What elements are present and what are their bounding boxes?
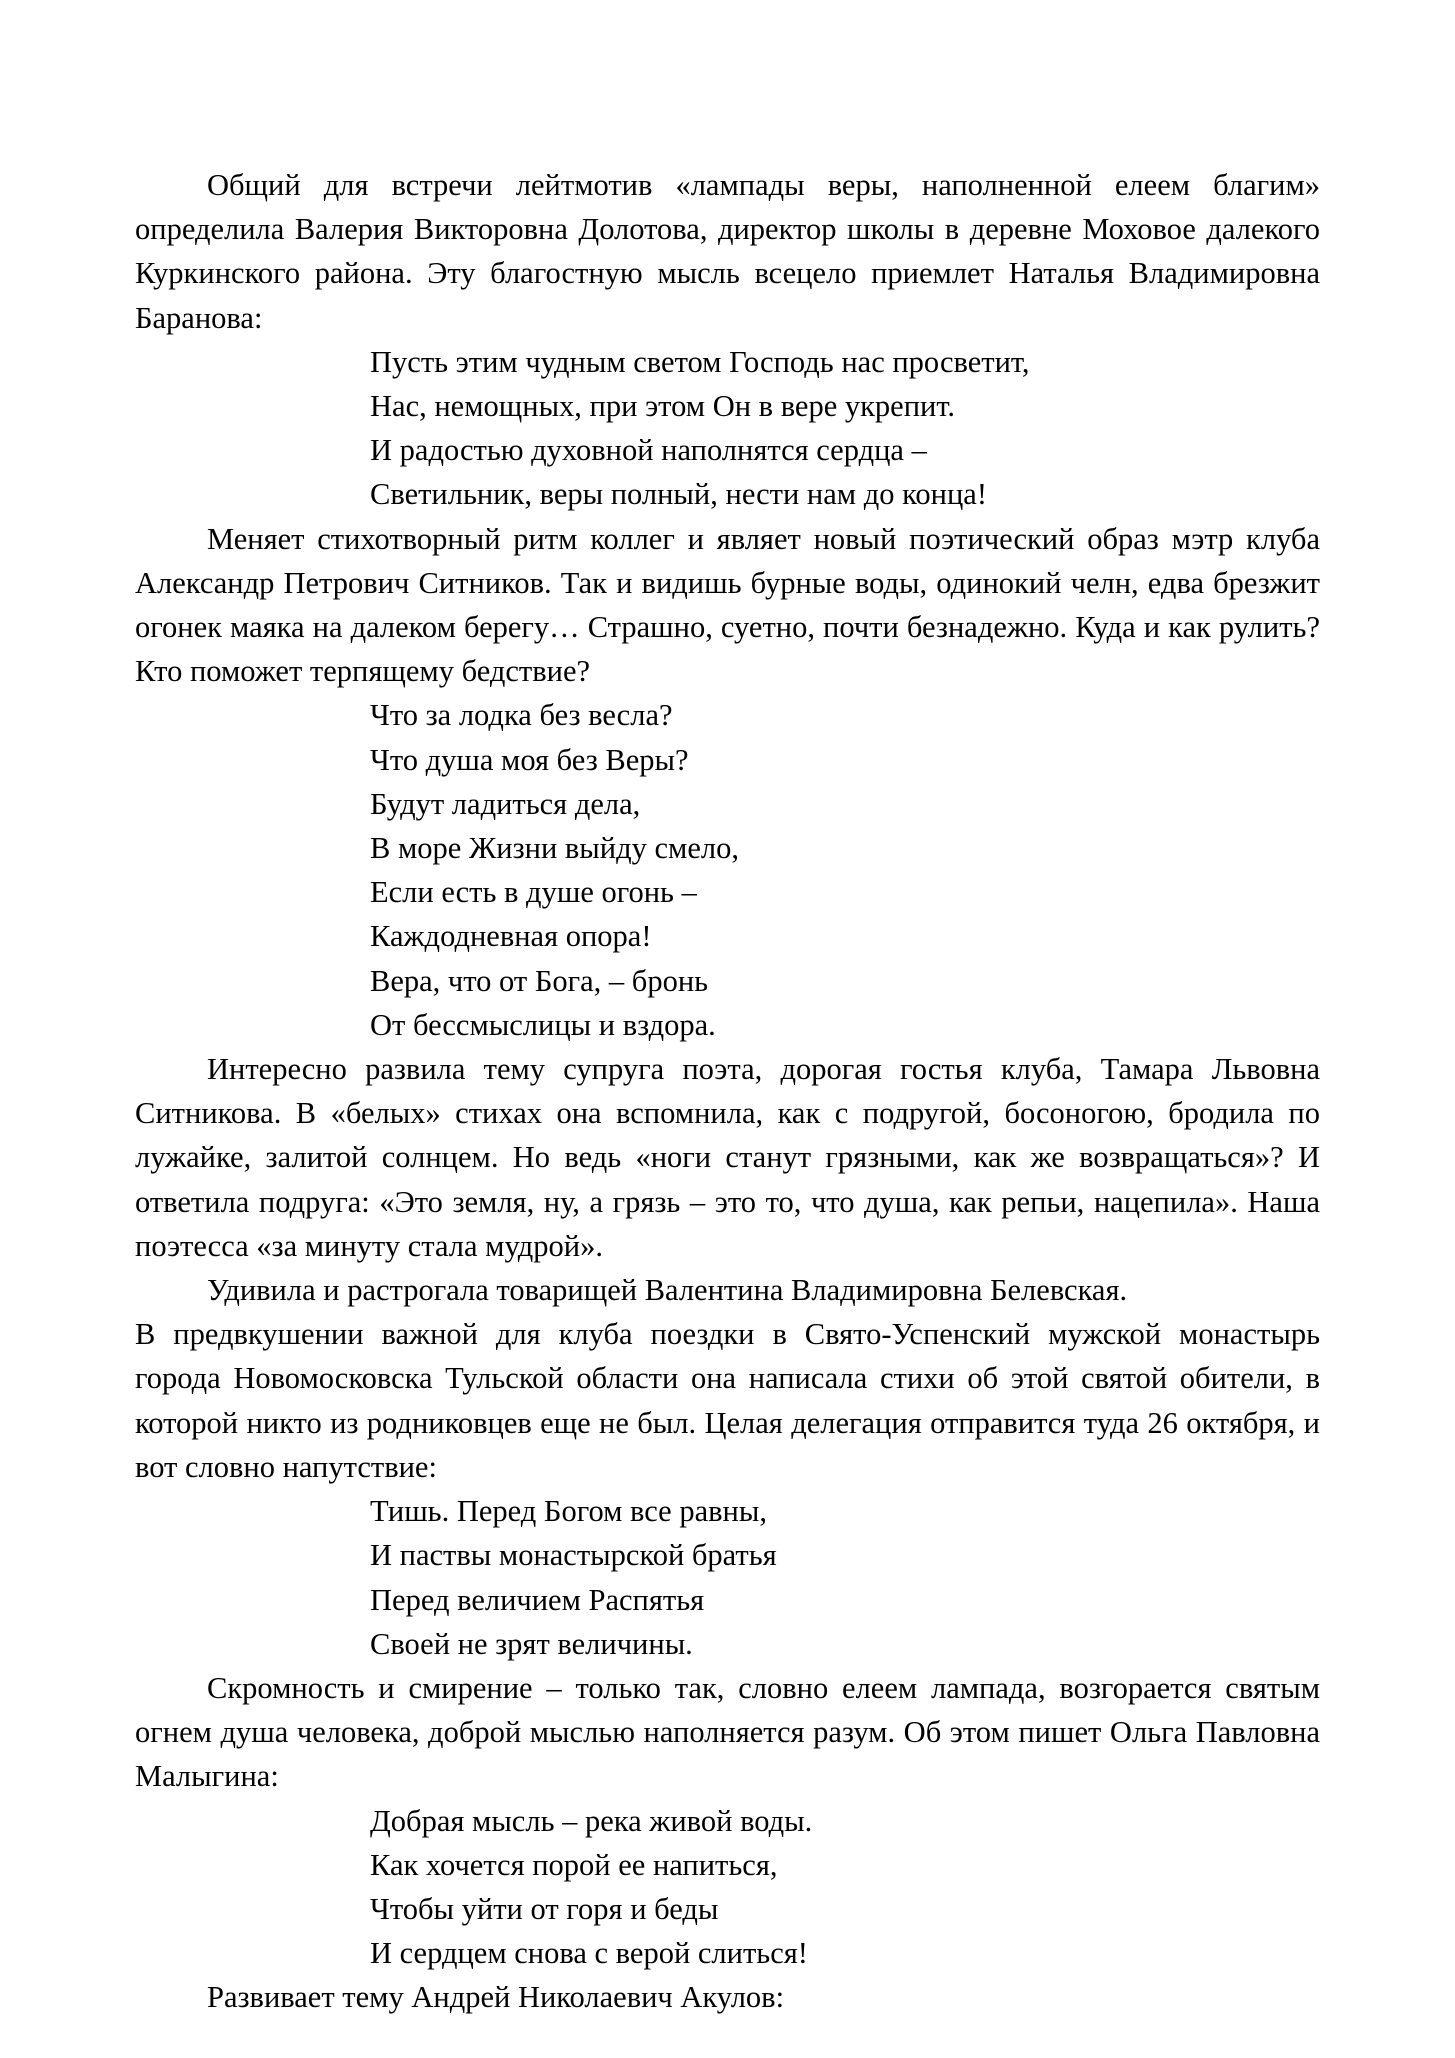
verse-line: Перед величием Распятья (370, 1582, 705, 1617)
paragraph-malygina-lead: Скромность и смирение – только так, словно елеем лампада, возгорается святым огнем душа человека, доброй мыслью наполняется разум. Об этом пишет Ольга Павловна Малыгина: (135, 1670, 1320, 1794)
verse-line: Что душа моя без Веры? (370, 742, 689, 777)
verse-line: В море Жизни выйду смело, (370, 831, 739, 866)
verse-malygina (135, 1799, 1320, 1976)
verse-line: Как хочется порой ее напиться, (370, 1847, 778, 1882)
verse-line: Своей не зрят величины. (370, 1626, 693, 1661)
verse-belevskaya (135, 1489, 1320, 1666)
verse-line: Добрая мысль – река живой воды. (370, 1803, 813, 1838)
verse-line: От бессмыслицы и вздора. (370, 1007, 716, 1042)
paragraph-sitnikov: Меняет стихотворный ритм коллег и являет новый поэтический образ мэтр клуба Александр Петрович Ситников. Так и видишь бурные воды, одинокий челн, едва брезжит огонек маяка на далеком берегу… Страшно, суетно, почти безнадежно. Куда и как рулить? Кто поможет терпящему бедствие? (135, 521, 1320, 689)
verse-line: Если есть в душе огонь – (370, 875, 697, 910)
document-body (135, 163, 1320, 2020)
verse-line: Чтобы уйти от горя и беды (370, 1891, 719, 1926)
verse-sitnikov (135, 693, 1320, 1047)
paragraph-leitmotif: Общий для встречи лейтмотив «лампады веры, наполненной елеем благим» определила Валерия Викторовна Долотова, директор школы в деревне Моховое далекого Куркинского района. Эту благостную мысль всецело приемлет Наталья Владимировна Баранова: (135, 168, 1320, 335)
verse-line: Пусть этим чудным светом Господь нас просветит, (370, 344, 1030, 379)
verse-line: Светильник, веры полный, нести нам до конца! (370, 477, 987, 512)
verse-line: И паствы монастырской братья (370, 1538, 777, 1573)
paragraph-belevskaya-lead: Удивила и растрогала товарищей Валентина Владимировна Белевская. (207, 1273, 1128, 1308)
paragraph-akulov-lead: Развивает тему Андрей Николаевич Акулов: (207, 1980, 785, 2015)
verse-line: Будут ладиться дела, (370, 786, 641, 821)
verse-line: Тишь. Перед Богом все равны, (370, 1494, 767, 1529)
verse-line: Что за лодка без весла? (370, 698, 673, 733)
verse-line: Вера, что от Бога, – бронь (370, 963, 709, 998)
verse-line: И сердцем снова с верой слиться! (370, 1936, 808, 1971)
paragraph-sitnikova: Интересно развила тему супруга поэта, дорогая гостья клуба, Тамара Львовна Ситникова. В «белых» стихах она вспомнила, как с подругой, босоногою, бродила по лужайке, залитой солнцем. Но ведь «ноги станут грязными, как же возвращаться»? И ответила подруга: «Это земля, ну, а грязь – это то, что душа, как репьи, нацепила». Наша поэтесса «за минуту стала мудрой». (135, 1052, 1320, 1263)
verse-baranova (135, 340, 1320, 517)
verse-line: Каждодневная опора! (370, 919, 652, 954)
paragraph-belevskaya-body: В предвкушении важной для клуба поездки в Свято-Успенский мужской монастырь города Новомосковска Тульской области она написала стихи об этой святой обители, в которой никто из родниковцев еще не был. Целая делегация отправится туда 26 октября, и вот словно напутствие: (135, 1317, 1320, 1484)
verse-line: И радостью духовной наполнятся сердца – (370, 433, 927, 468)
verse-line: Нас, немощных, при этом Он в вере укрепит. (370, 389, 956, 424)
